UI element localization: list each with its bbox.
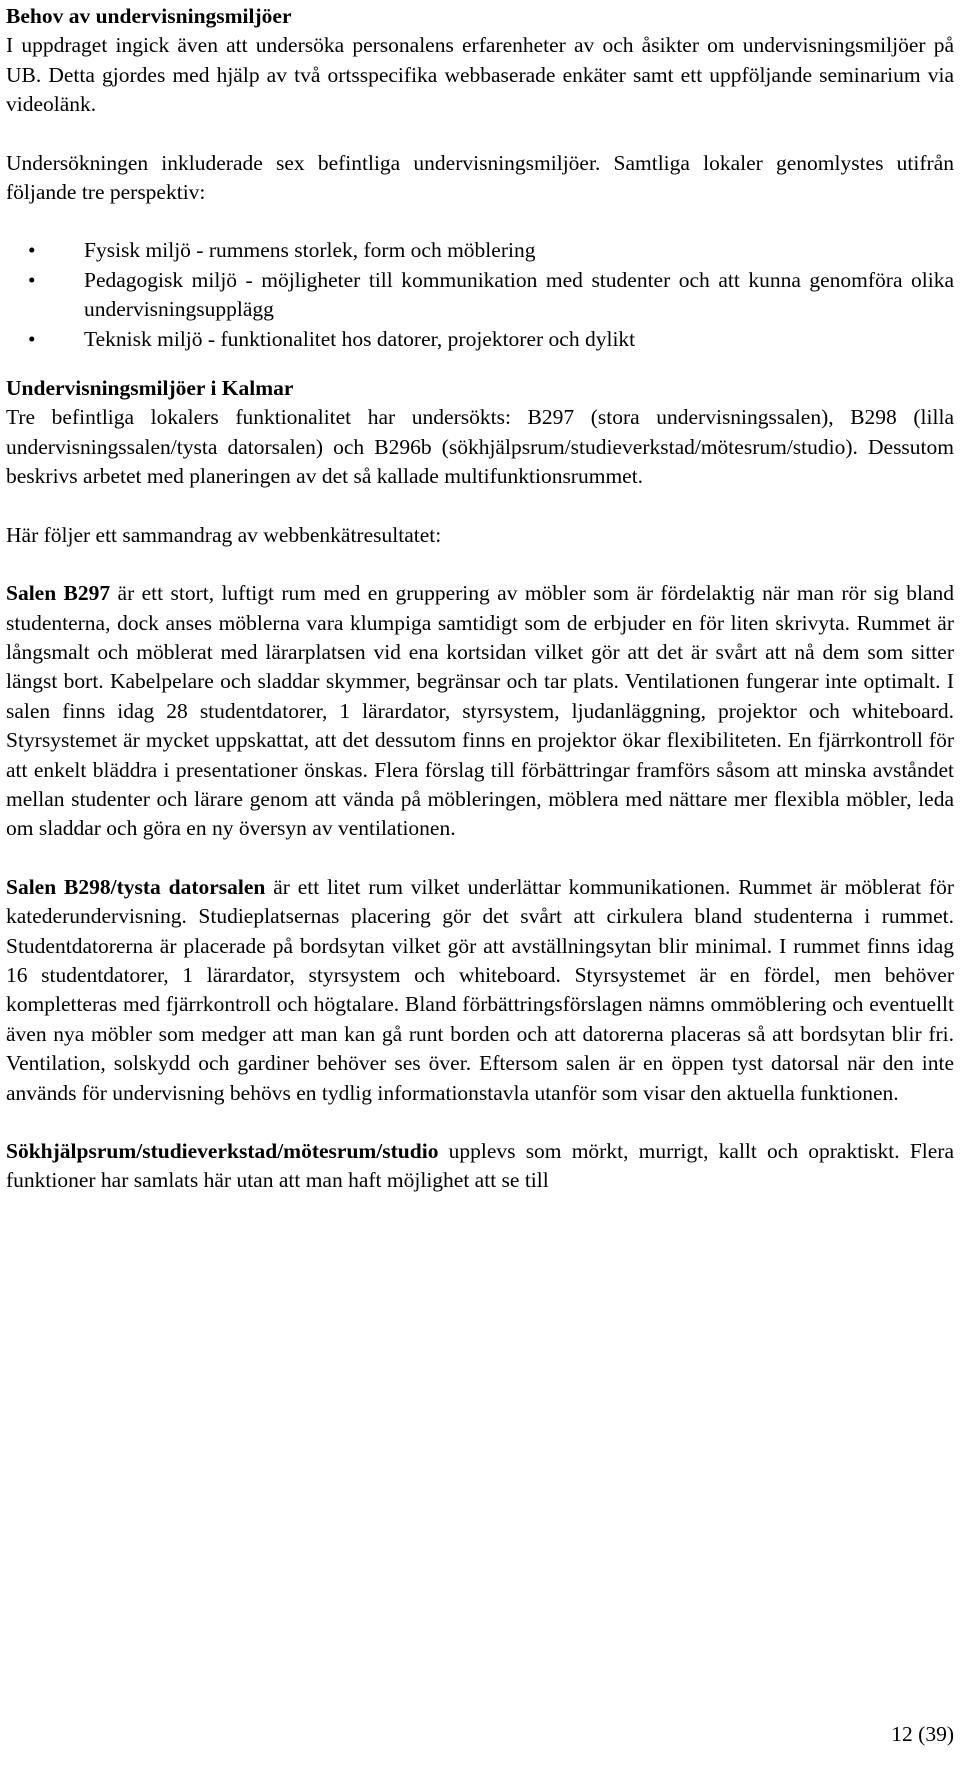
paragraph-studio bbox=[6, 1137, 954, 1196]
page-number: 12 (39) bbox=[891, 1722, 954, 1746]
room-label-b298: Salen B298/tysta datorsalen bbox=[6, 874, 266, 899]
perspective-list bbox=[6, 236, 954, 354]
spacer bbox=[6, 1108, 954, 1137]
room-text-b297: är ett stort, luftigt rum med en gruppering av möbler som är fördelaktig när man rör sig bland studenterna, dock anses möblerna vara klumpiga samtidigt som de erbjuder en för liten skrivyta. Rummet är långsmalt och möblerat med lärarplatsen vid ena kortsidan vilket gör att det är svårt att nå dem som sitter längst bort. Kabelpelare och sladdar skymmer, begränsar och tar plats. Ventilationen fungerar inte optimalt. I salen finns idag 28 studentdatorer, 1 lärardator, styrsystem, ljudanläggning, projektor och whiteboard. Styrsystemet är mycket uppskattat, att det dessutom finns en projektor ökar flexibiliteten. En fjärrkontroll för att enkelt bläddra i presentationer önskas. Flera förslag till förbättringar framförs såsom att minska avståndet mellan studenter och lärare genom att vända på möbleringen, möblera med nättare mer flexibla möbler, leda om sladdar och göra en ny översyn av ventilationen. bbox=[6, 581, 954, 841]
spacer bbox=[6, 120, 954, 149]
section-heading-needs: Behov av undervisningsmiljöer bbox=[6, 4, 292, 28]
paragraph-intro: I uppdraget ingick även att undersöka personalens erfarenheter av och åsikter om undervisningsmiljöer på UB. Detta gjordes med hjälp av två ortsspecifika webbaserade enkäter samt ett uppföljande seminarium via videolänk. bbox=[6, 33, 954, 117]
paragraph-rooms: Tre befintliga lokalers funktionalitet har undersökts: B297 (stora undervisningssalen), B298 (lilla undervisningssalen/tysta datorsalen) och B296b (sökhjälpsrum/studieverkstad/mötesrum/studio). Dessutom beskrivs arbetet med planeringen av det så kallade multifunktionsrummet. bbox=[6, 405, 954, 489]
spacer bbox=[6, 844, 954, 873]
spacer bbox=[6, 354, 954, 374]
list-item-text: Pedagogisk miljö - möjligheter till kommunikation med studenter och att kunna genomföra olika undervisningsupplägg bbox=[84, 267, 954, 322]
room-text-studio: upplevs som mörkt, murrigt, kallt och opraktiskt. Flera funktioner har samlats här utan att man haft möjlighet att se till bbox=[6, 1139, 954, 1193]
paragraph-summary-intro: Här följer ett sammandrag av webbenkätresultatet: bbox=[6, 522, 442, 547]
bullet-icon: • bbox=[28, 238, 36, 263]
spacer bbox=[6, 207, 954, 236]
list-item-physical bbox=[6, 236, 954, 265]
list-item-text: Teknisk miljö - funktionalitet hos datorer, projektorer och dylikt bbox=[84, 326, 636, 351]
section-heading-kalmar: Undervisningsmiljöer i Kalmar bbox=[6, 376, 294, 401]
bullet-icon: • bbox=[28, 326, 36, 351]
paragraph-b298 bbox=[6, 873, 954, 1108]
spacer bbox=[6, 492, 954, 521]
spacer bbox=[6, 550, 954, 579]
paragraph-b297 bbox=[6, 579, 954, 844]
room-label-b297: Salen B297 bbox=[6, 581, 111, 606]
room-text-b298: är ett litet rum vilket underlättar kommunikationen. Rummet är möblerat för katederundervisning. Studieplatsernas placering gör det svårt att cirkulera bland studenterna i rummet. Studentdatorerna är placerade på bordsytan vilket gör att avställningsytan blir minimal. I rummet finns idag 16 studentdatorer, 1 lärardator, styrsystem och whiteboard. Styrsystemet är en fördel, men behöver kompletteras med fjärrkontroll och högtalare. Bland förbättringsförslagen nämns ommöblering och eventuellt även nya möbler som medger att man kan gå runt borden och att datorerna placeras så att bordsytan blir fri. Ventilation, solskydd och gardiner behöver ses över. Eftersom salen är en öppen tyst datorsal när den inte används för undervisning behövs en tydlig informationstavla utanför som visar den aktuella funktionen. bbox=[6, 874, 954, 1105]
room-label-studio: Sökhjälpsrum/studieverkstad/mötesrum/studio bbox=[6, 1139, 439, 1163]
document-page bbox=[6, 2, 954, 1196]
list-item-text: Fysisk miljö - rummens storlek, form och möblering bbox=[84, 238, 536, 263]
list-item-pedagogical bbox=[6, 266, 954, 325]
paragraph-survey: Undersökningen inkluderade sex befintliga undervisningsmiljöer. Samtliga lokaler genomlystes utifrån följande tre perspektiv: bbox=[6, 150, 954, 205]
list-item-technical bbox=[6, 325, 954, 354]
bullet-icon: • bbox=[28, 267, 36, 292]
